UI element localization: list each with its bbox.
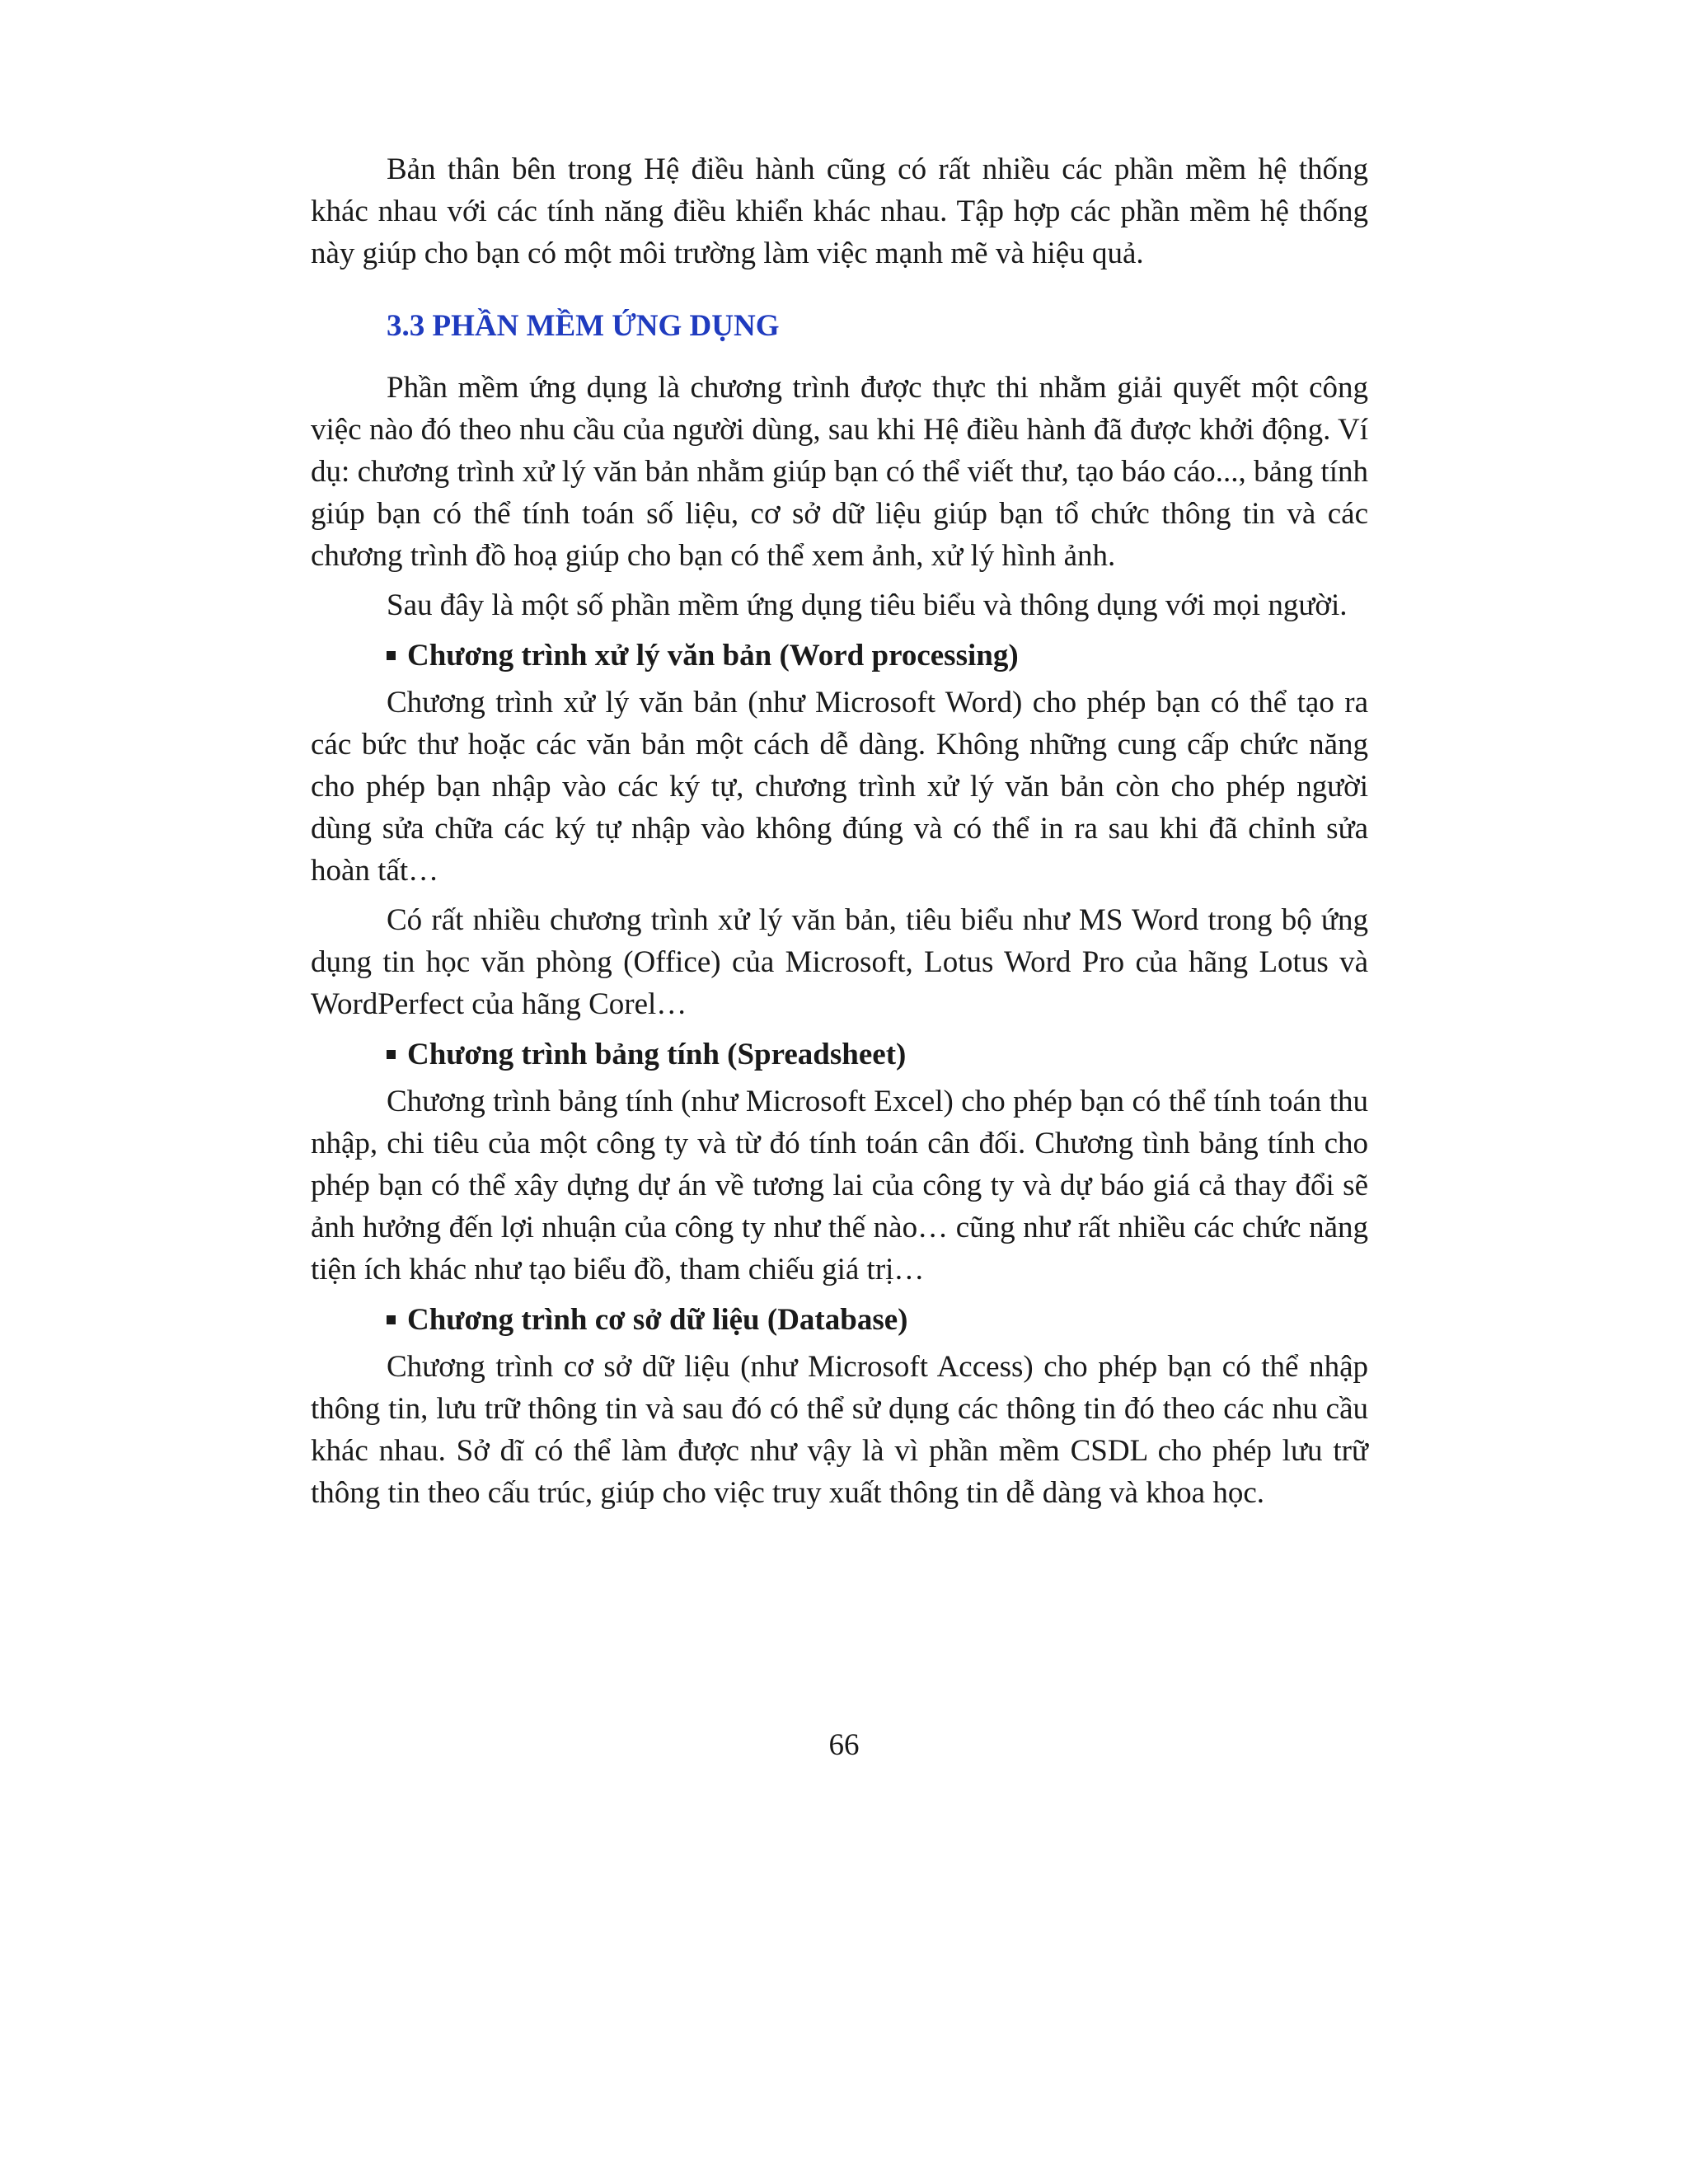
document-page bbox=[311, 148, 1368, 1521]
section-paragraph-1: Phần mềm ứng dụng là chương trình được thực thi nhằm giải quyết một công việc nào đó theo nhu cầu của người dùng, sau khi Hệ điều hành đã được khởi động. Ví dụ: chương trình xử lý văn bản nhằm giúp bạn có thể viết thư, tạo báo cáo..., bảng tính giúp bạn có thể tính toán số liệu, cơ sở dữ liệu giúp bạn tổ chức thông tin và các chương trình đồ hoạ giúp cho bạn có thể xem ảnh, xử lý hình ảnh. bbox=[311, 371, 1368, 573]
intro-paragraph: Bản thân bên trong Hệ điều hành cũng có rất nhiều các phần mềm hệ thống khác nhau với các tính năng điều khiển khác nhau. Tập hợp các phần mềm hệ thống này giúp cho bạn có một môi trường làm việc mạnh mẽ và hiệu quả. bbox=[311, 152, 1368, 270]
section-heading: 3.3 PHẦN MỀM ỨNG DỤNG bbox=[387, 309, 780, 343]
database-heading-text: Chương trình cơ sở dữ liệu (Database) bbox=[407, 1303, 908, 1337]
spreadsheet-heading-text: Chương trình bảng tính (Spreadsheet) bbox=[407, 1038, 907, 1071]
word-processing-heading-text: Chương trình xử lý văn bản (Word processing) bbox=[407, 639, 1019, 673]
square-bullet-icon bbox=[387, 651, 396, 660]
word-processing-paragraph-2: Có rất nhiều chương trình xử lý văn bản, tiêu biểu như MS Word trong bộ ứng dụng tin học văn phòng (Office) của Microsoft, Lotus Word Pro của hãng Lotus và WordPerfect của hãng Corel… bbox=[311, 903, 1368, 1021]
database-heading bbox=[387, 1299, 1368, 1341]
page-number: 66 bbox=[828, 1728, 860, 1762]
word-processing-heading bbox=[387, 635, 1368, 677]
square-bullet-icon bbox=[387, 1315, 396, 1324]
square-bullet-icon bbox=[387, 1050, 396, 1059]
spreadsheet-heading bbox=[387, 1033, 1368, 1076]
section-paragraph-2: Sau đây là một số phần mềm ứng dụng tiêu biểu và thông dụng với mọi người. bbox=[387, 588, 1348, 622]
spreadsheet-paragraph-1: Chương trình bảng tính (như Microsoft Excel) cho phép bạn có thể tính toán thu nhập, chi tiêu của một công ty và từ đó tính toán cân đối. Chương tình bảng tính cho phép bạn có thể xây dựng dự án về tương lai của công ty và dự báo giá cả thay đổi sẽ ảnh hưởng đến lợi nhuận của công ty như thế nào… cũng như rất nhiều các chức năng tiện ích khác như tạo biểu đồ, tham chiếu giá trị… bbox=[311, 1085, 1368, 1286]
database-paragraph-1: Chương trình cơ sở dữ liệu (như Microsoft Access) cho phép bạn có thể nhập thông tin, lưu trữ thông tin và sau đó có thể sử dụng các thông tin đó theo các nhu cầu khác nhau. Sở dĩ có thể làm được như vậy là vì phần mềm CSDL cho phép lưu trữ thông tin theo cấu trúc, giúp cho việc truy xuất thông tin dễ dàng và khoa học. bbox=[311, 1350, 1368, 1510]
word-processing-paragraph-1: Chương trình xử lý văn bản (như Microsoft Word) cho phép bạn có thể tạo ra các bức thư hoặc các văn bản một cách dễ dàng. Không những cung cấp chức năng cho phép bạn nhập vào các ký tự, chương trình xử lý văn bản còn cho phép người dùng sửa chữa các ký tự nhập vào không đúng và có thể in ra sau khi đã chỉnh sửa hoàn tất… bbox=[311, 686, 1368, 888]
